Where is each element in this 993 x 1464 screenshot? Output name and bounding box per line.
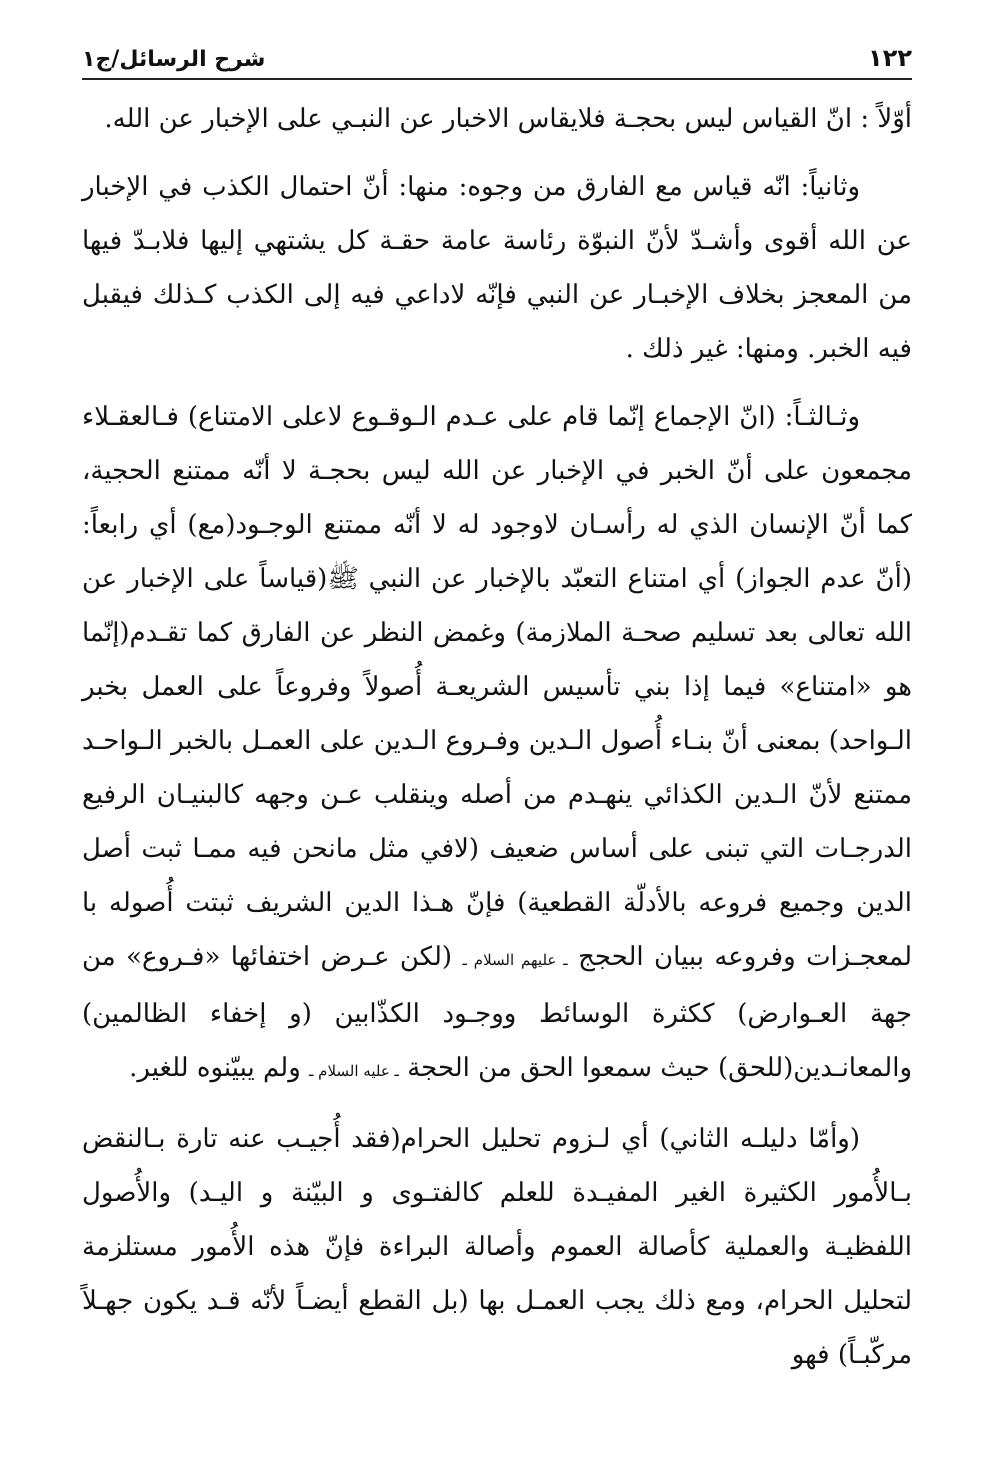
paragraph-third-reply — [82, 390, 912, 1098]
paragraph-third-text-part-3: ولم يبيّنوه للغير. — [129, 1053, 301, 1083]
paragraph-second-argument: (وأمّا دليلـه الثاني) أي لـزوم تحليل الحرام(فقد أُجيـب عنه تارة بـالنقض بـالأُمور الكثيرة الغير المفيـدة للعلم كالفتـوى و البيّنة و اليـد) والأُصول اللفظيـة والعملية كأصالة العموم وأصالة البراءة فإنّ هذه الأُمور مستلزمة لتحليل الحرام، ومع ذلك يجب العمـل بها (بل القطع أيضـاً لأنّه قـد يكون جهـلاً مركّبـاً) فهو — [82, 1124, 912, 1370]
page-number: ١٢٢ — [868, 44, 912, 72]
paragraph-third-text-part-2: (لكن عـرض اختفائها «فـروع» من جهة العـوارض) ككثرة الوسائط ووجـود الكذّابين (و إخفاء الظالمين) والمعانـدين(للحق) حيث سمعوا الحق من الحجة — [82, 942, 912, 1083]
body-text — [82, 92, 912, 1382]
honorific-note: ـ عليهم السلام ـ — [462, 951, 568, 969]
page-header — [82, 34, 912, 80]
paragraph-second-reply: وثانياً: انّه قياس مع الفارق من وجوه: منها: أنّ احتمال الكذب في الإخبار عن الله أقوى وأشـدّ لأنّ النبوّة رئاسة عامة حقـة كل يشتهي إليها فلابـدّ فيها من المعجز بخلاف الإخبـار عن النبي فإنّه لاداعي فيه إلى الكذب كـذلك فيقبل فيه الخبر. ومنها: غير ذلك . — [82, 172, 912, 364]
running-title: شرح الرسائل/ج١ — [82, 47, 266, 72]
paragraph-first-reply: أوّلاً : انّ القياس ليس بحجـة فلايقاس الاخبار عن النبـي على الإخبار عن الله. — [104, 104, 912, 134]
document-page — [82, 34, 912, 1434]
paragraph-third-text-part-1: وثـالثـاً: (انّ الإجماع إنّما قام على عـدم الـوقـوع لاعلى الامتناع) فـالعقـلاء مجمعون على أنّ الخبر في الإخبار عن الله ليس بحجـة لا أنّه ممتنع الحجية، كما أنّ الإنسان الذي له رأسـان لاوجود له لا أنّه ممتنع الوجـود(مع) أي رابعاً: (أنّ عدم الجواز) أي امتناع التعبّد بالإخبار عن النبي ﷺ(قياساً على الإخبار عن الله تعالى بعد تسليم صحـة الملازمة) وغمض النظر عن الفارق كما تقـدم(إنّما هو «امتناع» فيما إذا بني تأسيس الشريعـة أُصولاً وفروعاً على العمل بخبر الـواحد) بمعنى أنّ بنـاء أُصول الـدين وفـروع الـدين على العمـل بالخبر الـواحـد ممتنع لأنّ الـدين الكذائي ينهـدم من أصله وينقلب عـن وجهه كالبنيـان الرفيع الدرجـات التي تبنى على أساس ضعيف (لافي مثل مانحن فيه ممـا ثبت أصل الدين وجميع فروعه بالأدلّة القطعية) فإنّ هـذا الدين الشريف ثبتت أُصوله با لمعجـزات وفروعه ببيان الحجج — [82, 402, 913, 972]
honorific-note: ـ عليه السلام ـ — [309, 1062, 399, 1080]
